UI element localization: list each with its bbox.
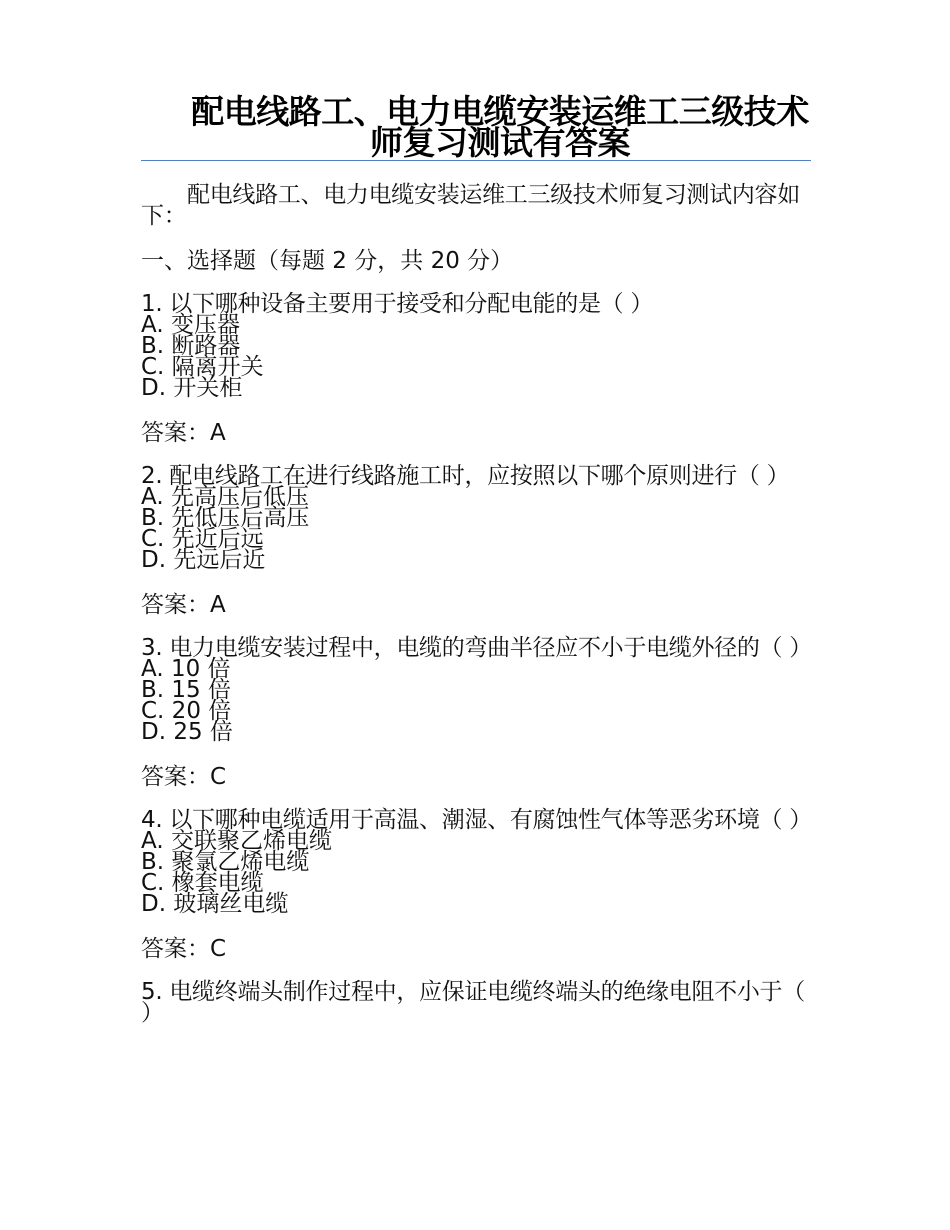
question-5 [141, 979, 811, 1026]
option-list [141, 656, 811, 745]
question-4 [141, 807, 812, 962]
answer-text: 答案：C [141, 936, 227, 962]
question-text: 2. 配电线路工在进行线路施工时，应按照以下哪个原则进行（ ） [141, 463, 790, 489]
question-text: 5. 电缆终端头制作过程中，应保证电缆终端头的绝缘电阻不小于（ ） [141, 979, 805, 1026]
option-list [141, 828, 811, 917]
answer-text: 答案：A [141, 592, 226, 618]
question-1 [141, 291, 811, 446]
answer-text: 答案：A [141, 420, 226, 446]
option-list [141, 484, 811, 573]
option-a: A. 变压器 [141, 312, 240, 338]
option-d: D. 玻璃丝电缆 [141, 891, 289, 917]
question-text: 3. 电力电缆安装过程中，电缆的弯曲半径应不小于电缆外径的（ ） [141, 635, 812, 661]
option-d: D. 25 倍 [141, 719, 233, 745]
option-b: B. 15 倍 [141, 677, 231, 703]
option-d: D. 开关柜 [141, 375, 243, 401]
option-c: C. 隔离开关 [141, 354, 264, 380]
option-a: A. 先高压后低压 [141, 484, 309, 510]
question-text: 1. 以下哪种设备主要用于接受和分配电能的是（ ） [141, 291, 654, 317]
option-d: D. 先远后近 [141, 547, 266, 573]
option-a: A. 10 倍 [141, 656, 231, 682]
option-a: A. 交联聚乙烯电缆 [141, 828, 332, 854]
document-page [141, 92, 812, 1026]
option-b: B. 先低压后高压 [141, 505, 310, 531]
option-c: C. 橡套电缆 [141, 870, 264, 896]
option-c: C. 先近后远 [141, 526, 264, 552]
intro-paragraph: 配电线路工、电力电缆安装运维工三级技术师复习测试内容如下： [141, 182, 800, 229]
question-list [141, 291, 812, 1026]
option-b: B. 聚氯乙烯电缆 [141, 849, 310, 875]
question-2 [141, 463, 811, 618]
answer-text: 答案：C [141, 764, 227, 790]
option-list [141, 312, 811, 401]
option-b: B. 断路器 [141, 333, 241, 359]
question-text: 4. 以下哪种电缆适用于高温、潮湿、有腐蚀性气体等恶劣环境（ ） [141, 807, 812, 833]
document-title: 配电线路工、电力电缆安装运维工三级技术师复习测试有答案 [191, 92, 809, 162]
question-3 [141, 635, 812, 790]
section-heading: 一、选择题（每题 2 分，共 20 分） [141, 248, 514, 274]
option-c: C. 20 倍 [141, 698, 232, 724]
